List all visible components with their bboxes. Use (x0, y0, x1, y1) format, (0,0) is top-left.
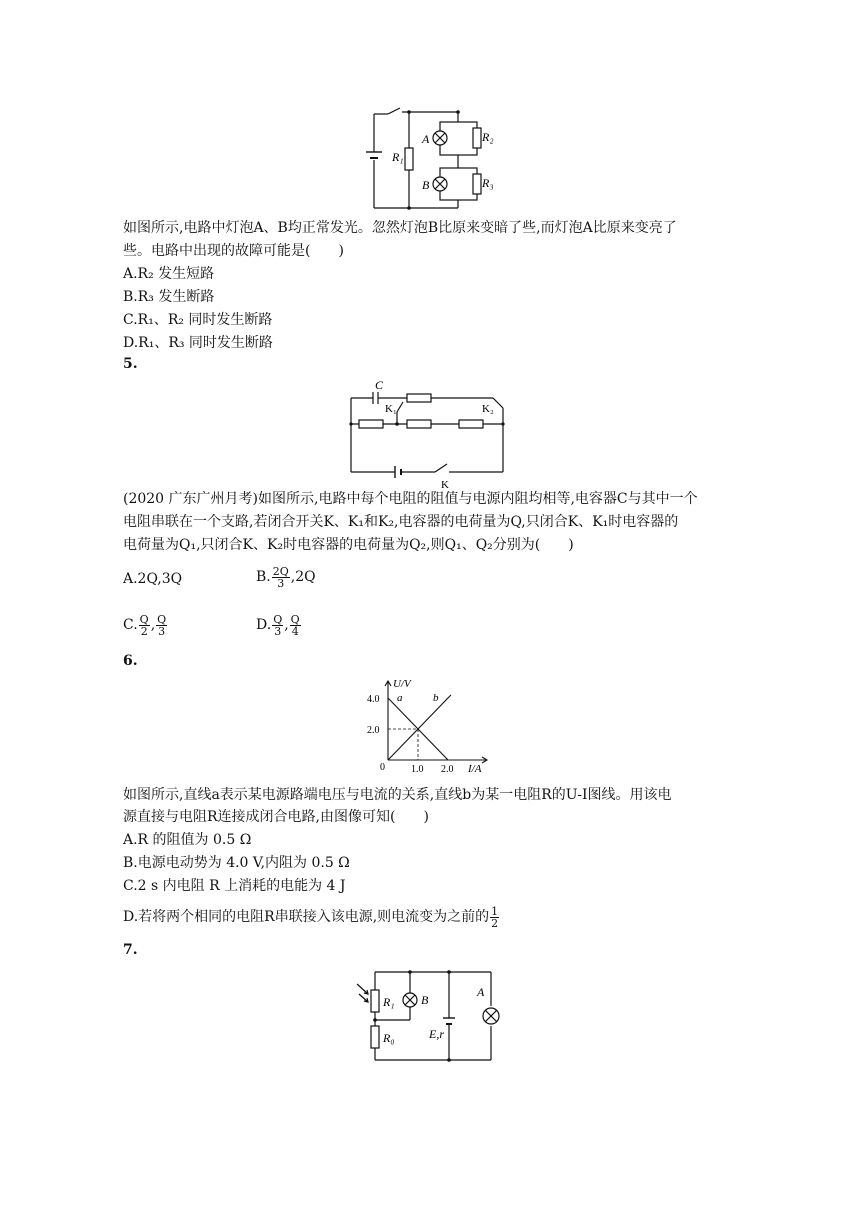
series-line-b (388, 695, 451, 760)
lamp-b-label: B (422, 178, 430, 192)
r2-label: R₂ (482, 130, 494, 144)
q7-number: 7. (123, 942, 138, 958)
q6-number: 6. (123, 653, 138, 669)
q5-number: 5. (123, 356, 138, 372)
q6-option-b: B.电源电动势为 4.0 V,内阻为 0.5 Ω (123, 855, 350, 871)
q5-stem-line1: (2020 广东广州月考)如图所示,电路中每个电阻的阻值与电源内阻均相等,电容器C与其中一个 (123, 491, 698, 507)
series-label-a: a (397, 692, 403, 705)
emf-label: E,r (429, 1027, 444, 1041)
x-axis-label: I/A (468, 763, 482, 775)
q4-stem-line2: 些。电路中出现的故障可能是( ) (123, 243, 344, 259)
q6-stem-line2: 源直接与电阻R连接成闭合电路,由图像可知( ) (123, 809, 429, 825)
r0-label: R₀ (383, 1031, 395, 1045)
lamp-b-label: B (421, 993, 429, 1007)
x-tick-label: 2.0 (441, 764, 454, 775)
q6-option-c: C.2 s 内电阻 R 上消耗的电能为 4 J (123, 878, 346, 894)
q5-option-c: C. $\frac{Q}{2}$ , $\frac{Q}{3}$ (123, 612, 167, 638)
q6-option-a: A.R 的阻值为 0.5 Ω (123, 832, 252, 848)
q4-option-c: C.R₁、R₂ 同时发生断路 (123, 312, 273, 328)
y-tick-label: 2.0 (367, 725, 380, 736)
k-label: K (441, 479, 449, 491)
y-tick-label: 4.0 (367, 694, 380, 705)
q6-ui-graph (365, 676, 495, 776)
k2-label: K₂ (482, 403, 494, 415)
q4-circuit-diagram (360, 100, 520, 215)
r1-label: R₁ (392, 150, 404, 164)
q7-circuit-diagram (355, 966, 515, 1066)
q5-stem-line2: 电阻串联在一个支路,若闭合开关K、K₁和K₂,电容器的电荷量为Q,只闭合K、K₁时电容器的 (123, 514, 679, 530)
q5-option-b: B. $\frac{2Q}{3}$ ,2Q (256, 564, 316, 590)
q4-option-d: D.R₁、R₃ 同时发生断路 (123, 335, 273, 351)
q4-stem-line1: 如图所示,电路中灯泡A、B均正常发光。忽然灯泡B比原来变暗了些,而灯泡A比原来变亮了 (123, 220, 677, 236)
origin-label: 0 (380, 762, 385, 773)
lamp-a-label: A (422, 132, 430, 146)
k1-label: K₁ (385, 403, 397, 415)
q5-stem-line3: 电荷量为Q₁,只闭合K、K₂时电容器的电荷量为Q₂,则Q₁、Q₂分别为( ) (123, 537, 574, 553)
r1-label: R₁ (383, 995, 395, 1009)
lamp-a-label: A (477, 985, 485, 999)
q6-option-d: D.若将两个相同的电阻R串联接入该电源,则电流变为之前的 $\frac{1}{2}$ (123, 904, 499, 930)
y-axis-label: U/V (393, 678, 411, 690)
capacitor-label: C (375, 378, 384, 392)
q6-stem-line1: 如图所示,直线a表示某电源路端电压与电流的关系,直线b为某一电阻R的U-I图线。用该电 (123, 787, 672, 803)
q4-option-a: A.R₂ 发生短路 (123, 266, 215, 282)
q5-circuit-diagram (345, 378, 515, 491)
q4-option-b: B.R₃ 发生断路 (123, 289, 215, 305)
q5-option-a: A.2Q,3Q (123, 571, 183, 587)
q5-option-d: D. $\frac{Q}{3}$ , $\frac{Q}{4}$ (256, 612, 300, 638)
r3-label: R₃ (482, 176, 494, 190)
series-label-b: b (433, 692, 439, 705)
fraction: $\frac{2Q}{3}$ (272, 564, 289, 590)
x-tick-label: 1.0 (411, 764, 424, 775)
